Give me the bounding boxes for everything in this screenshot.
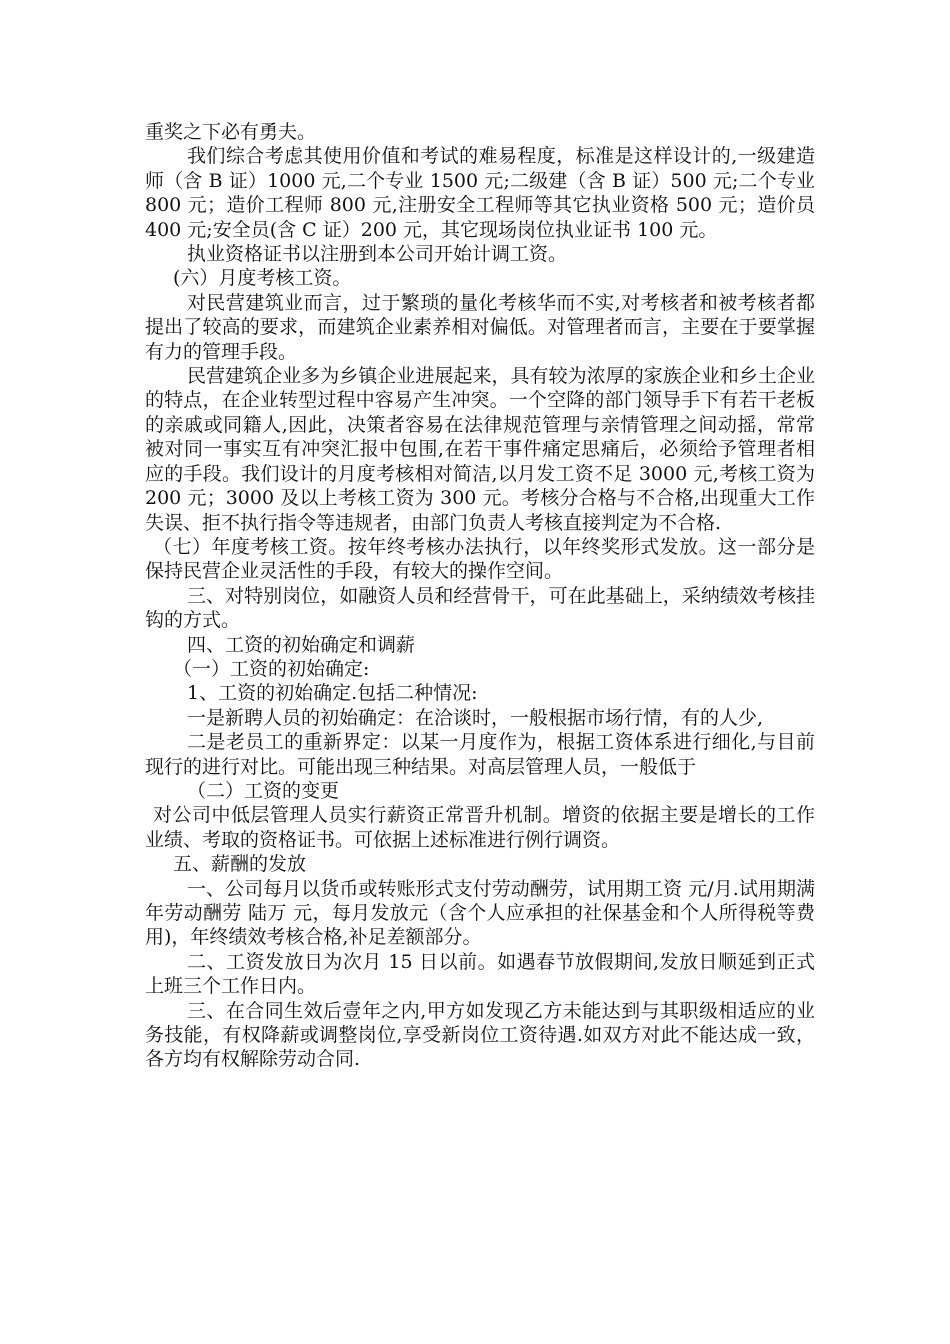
paragraph-monthly-assessment-detail: 民营建筑企业多为乡镇企业进展起来，具有较为浓厚的家族企业和乡土企业的特点，在企业转型过程中容易产生冲突。一个空降的部门领导手下有若干老板的亲戚或同籍人,因此，决策者容易在法律规范管理与亲情管理之间动摇，常常被对同一事实互有冲突汇报中包围,在若干事件痛定思痛后，必须给予管理者相应的手段。我们设计的月度考核相对简洁,以月发工资不足 3000 元,考核工资为 200 元；3000 及以上考核工资为 300 元。考核分合格与不合格,出现重大工作失误、拒不执行指令等违规者，由部门负责人考核直接判定为不合格. (145, 365, 815, 534)
heading-initial-salary-adjustment: 四、工资的初始确定和调薪 (187, 633, 416, 656)
heading-initial-salary: （一）工资的初始确定: (173, 657, 370, 680)
paragraph-existing-staff: 二是老员工的重新界定：以某一月度作为，根据工资体系进行细化,与目前现行的进行对比。可能出现三种结果。对高层管理人员，一般低于 (145, 731, 815, 778)
heading-salary-change: （二）工资的变更 (187, 779, 340, 802)
paragraph-reward: 重奖之下必有勇夫。 (145, 121, 317, 143)
paragraph-special-positions: 三、对特别岗位，如融资人员和经营骨干，可在此基础上，采纳绩效考核挂钩的方式。 (145, 584, 815, 632)
paragraph-certificate-registration: 执业资格证书以注册到本公司开始计调工资。 (187, 243, 568, 266)
paragraph-annual-assessment: （七）年度考核工资。按年终考核办法执行，以年终奖形式发放。这一部分是保持民营企业灵活性的手段，有较大的操作空间。 (145, 535, 815, 583)
paragraph-payment-date: 二、工资发放日为次月 15 日以前。如遇春节放假期间,发放日顺延到正式上班三个工作日内。 (145, 950, 815, 998)
paragraph-payment-method: 一、公司每月以货币或转账形式支付劳动酬劳，试用期工资 元/月.试用期满年劳动酬劳 陆万 元，每月发放元（含个人应承担的社保基金和个人所得税等费用)，年终绩效考核合格,补足差额部分。 (145, 877, 815, 949)
paragraph-contract-terms: 三、在合同生效后壹年之内,甲方如发现乙方未能达到与其职级相适应的业务技能，有权降薪或调整岗位,享受新岗位工资待遇.如双方对此不能达成一致，各方均有权解除劳动合同. (145, 999, 815, 1071)
document-body (145, 120, 815, 1072)
heading-monthly-assessment: (六）月度考核工资。 (173, 267, 352, 290)
paragraph-new-hires: 一是新聘人员的初始确定：在洽谈时，一般根据市场行情，有的人少, (187, 706, 764, 729)
paragraph-certificate-standards: 我们综合考虑其使用价值和考试的难易程度，标准是这样设计的,一级建造师（含 B 证）1000 元,二个专业 1500 元;二级建（含 B 证）500 元;二个专业 800 元；造价工程师 800 元,注册安全工程师等其它执业资格 500 元；造价员 400 元;安全员(含 C 证）200 元，其它现场岗位执业证书 100 元。 (145, 145, 815, 241)
paragraph-initial-salary-cases: 1、工资的初始确定.包括二种情况: (187, 682, 478, 705)
heading-salary-payment: 五、薪酬的发放 (173, 853, 307, 876)
paragraph-promotion-mechanism: 对公司中低层管理人员实行薪资正常晋升机制。增资的依据主要是增长的工作业绩、考取的资格证书。可依据上述标准进行例行调资。 (145, 804, 815, 851)
paragraph-monthly-assessment-intro: 对民营建筑业而言，过于繁琐的量化考核华而不实,对考核者和被考核者都提出了较高的要求，而建筑企业素养相对偏低。对管理者而言，主要在于要掌握有力的管理手段。 (145, 291, 815, 363)
